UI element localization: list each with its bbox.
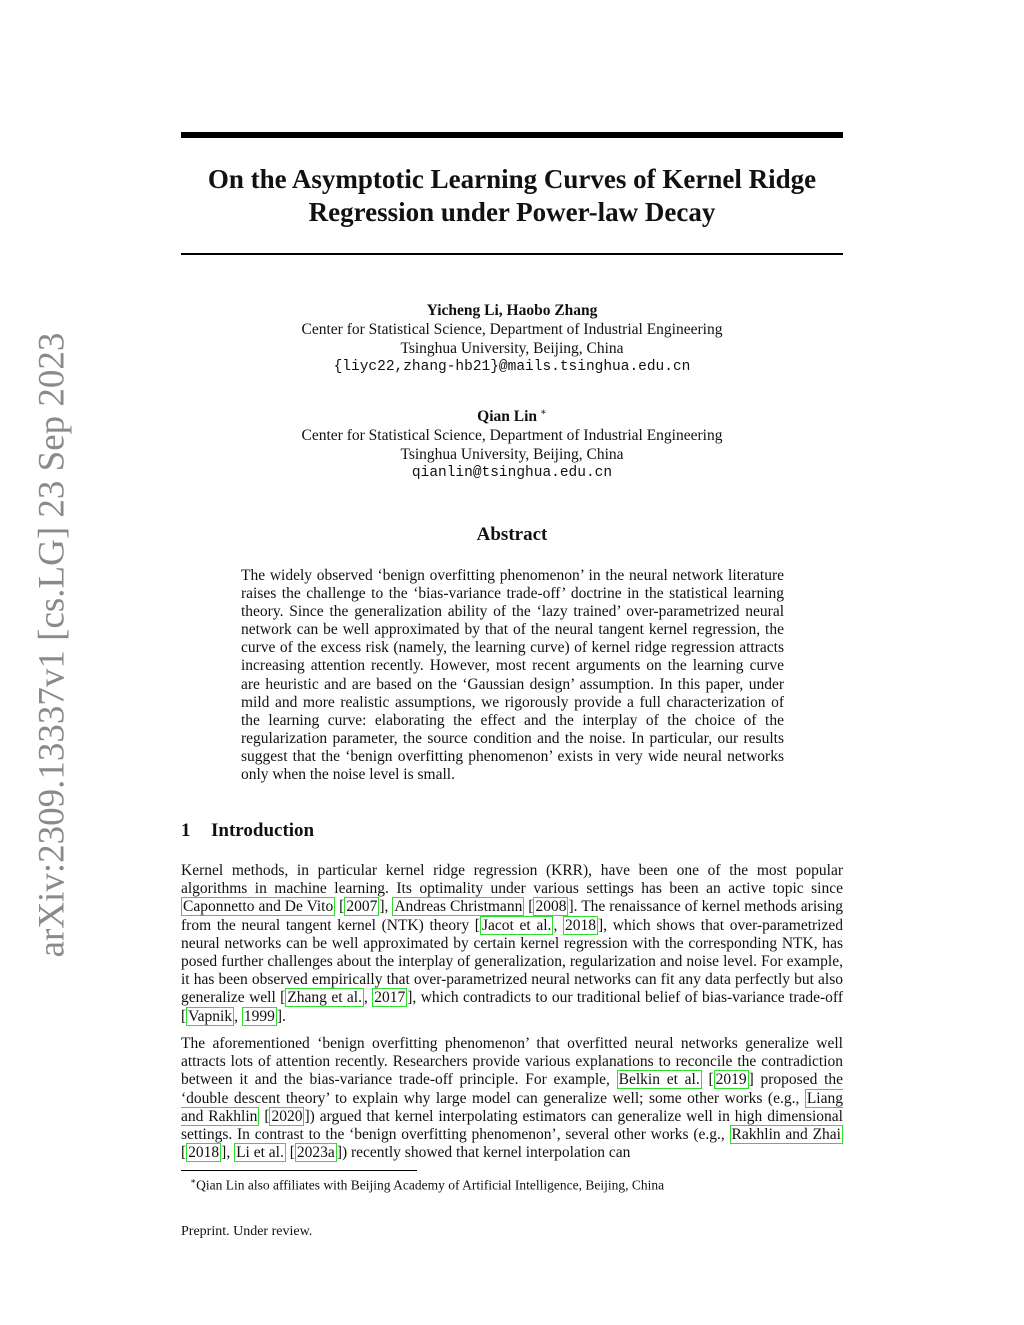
citation-link[interactable]: 2023a <box>296 1144 335 1162</box>
paragraph-text: [ <box>335 898 345 916</box>
section-heading <box>181 820 314 842</box>
footnote-mark: ∗ <box>190 1176 197 1186</box>
intro-paragraph-1 <box>181 862 843 1026</box>
author-affiliation: Center for Statistical Science, Department of Industrial Engineering <box>301 427 723 445</box>
arxiv-identifier-stamp[interactable]: arXiv:2309.13337v1 [cs.LG] 23 Sep 2023 <box>31 332 73 958</box>
citation-link[interactable]: Rakhlin and Zhai <box>731 1126 841 1144</box>
paragraph-text: ], <box>221 1144 235 1162</box>
paper-title <box>181 163 843 229</box>
title-bottom-rule <box>181 253 843 255</box>
author-affiliation: Center for Statistical Science, Department of Industrial Engineering <box>301 321 723 338</box>
citation-link[interactable]: 2007 <box>346 898 378 916</box>
abstract-text: The widely observed ‘benign overfitting phenomenon’ in the neural network literature raises the challenge to the ‘bias-variance trade-off’ doctrine in the statistical learning theory. Since the generalization ability of the ‘lazy trained’ over-parametrized neural network can be well approximated by that of the neural tangent kernel regression, the curve of the excess risk (namely, the learning curve) of kernel ridge regression attracts increasing attention recently. However, most recent arguments on the learning curve are heuristic and are based on the ‘Gaussian design’ assumption. In this paper, under mild and more realistic assumptions, we rigorously provide a full characterization of the learning curve: elaborating the effect and the interplay of the choice of the regularization parameter, the source condition and the noise. In particular, our results suggest that the ‘benign overfitting phenomenon’ exists in very wide neural networks only when the noise level is small. <box>241 567 784 784</box>
paragraph-text: ]. <box>276 1007 286 1025</box>
paragraph-text: Kernel methods, in particular kernel ridge regression (KRR), have been one of the most popular algorithms in machine learning. Its optimality under various settings has been an active topic since <box>181 862 843 898</box>
paragraph-text: ]) recently showed that kernel interpolation can <box>336 1144 631 1162</box>
citation-link[interactable]: Caponnetto and De Vito <box>183 898 334 916</box>
paragraph-text: , <box>234 1007 242 1025</box>
citation-link[interactable]: 2008 <box>535 898 567 916</box>
author-names: Yicheng Li, Haobo Zhang <box>426 302 598 319</box>
paragraph-text: [ <box>181 1144 187 1162</box>
citation-link[interactable]: Liang and Rakhlin <box>181 1089 843 1125</box>
author-institution: Tsinghua University, Beijing, China <box>400 446 624 464</box>
footnote-rule <box>181 1170 417 1171</box>
author-block-2 <box>181 403 843 483</box>
paragraph-text: The aforementioned ‘benign overfitting phenomenon’ that overfitted neural networks generalize well attracts lots of attention recently. Researchers provide various explanations to reconcile the contradiction between it and the bias-variance trade-off principle. For example, <box>181 1035 843 1089</box>
citation-link[interactable]: 2020 <box>271 1107 303 1125</box>
footnote-text: Qian Lin also affiliates with Beijing Academy of Artificial Intelligence, Beijing, China <box>196 1177 665 1193</box>
author-name-line <box>181 403 843 426</box>
paragraph-text: [ <box>285 1144 295 1162</box>
paragraph-text: ], <box>379 898 393 916</box>
paragraph-text: ] proposed the ‘double descent theory’ to explain why large model can generalize well; some other works (e.g., <box>181 1071 844 1107</box>
citation-link[interactable]: Jacot et al. <box>481 916 552 934</box>
citation-link[interactable]: Andreas Christmann <box>394 898 523 916</box>
author-email[interactable]: {liyc22,zhang-hb21}@mails.tsinghua.edu.cn <box>333 359 691 375</box>
citation-link[interactable]: 1999 <box>243 1007 275 1025</box>
citation-link[interactable]: Zhang et al. <box>287 989 362 1007</box>
abstract-heading: Abstract <box>476 524 548 545</box>
paragraph-text: [ <box>524 898 534 916</box>
paragraph-text: , <box>363 989 373 1007</box>
citation-link[interactable]: Belkin et al. <box>618 1071 700 1089</box>
citation-link[interactable]: 2017 <box>374 989 406 1007</box>
paragraph-text: ]) argued that kernel interpolating estimators can generalize well in high dimensional settings. In contrast to the ‘benign overfitting phenomenon’, several other works (e.g., <box>181 1107 843 1144</box>
title-line-1: On the Asymptotic Learning Curves of Kernel Ridge <box>207 164 817 194</box>
footnote-marker[interactable]: ∗ <box>540 407 547 418</box>
footnote <box>190 1176 664 1194</box>
preprint-notice: Preprint. Under review. <box>181 1224 313 1239</box>
section-number: 1 <box>181 820 191 841</box>
intro-paragraph-2 <box>181 1035 843 1162</box>
paragraph-text: ]. The renaissance of kernel methods arising from the neural tangent kernel (NTK) theory [ <box>181 898 843 934</box>
paragraph-text: [ <box>259 1107 270 1125</box>
title-top-rule <box>181 132 843 138</box>
paragraph-text: ], which contradicts to our traditional belief of bias-variance trade-off [ <box>181 989 843 1025</box>
author-names: Qian Lin <box>477 408 538 426</box>
section-title: Introduction <box>211 820 315 841</box>
author-institution: Tsinghua University, Beijing, China <box>400 340 624 357</box>
title-line-2: Regression under Power-law Decay <box>308 197 716 227</box>
citation-link[interactable]: 2018 <box>188 1144 220 1162</box>
citation-link[interactable]: 2019 <box>715 1071 747 1089</box>
citation-link[interactable]: Li et al. <box>236 1144 284 1162</box>
citation-link[interactable]: 2018 <box>565 916 597 934</box>
author-block-1 <box>181 301 843 377</box>
author-email[interactable]: qianlin@tsinghua.edu.cn <box>411 465 613 482</box>
paragraph-text: ], which shows that over-parametrized neural networks can be well approximated by certain kernel regression with the corresponding NTK, has posed further challenges about the interplay of generalization, regularization and noise level. For example, it has been observed empirically that over-parametrized neural networks can fit any data perfectly but also generalize well [ <box>181 916 843 1007</box>
paragraph-text: [ <box>701 1071 714 1089</box>
citation-link[interactable]: Vapnik <box>188 1007 233 1025</box>
paragraph-text: , <box>553 916 564 934</box>
